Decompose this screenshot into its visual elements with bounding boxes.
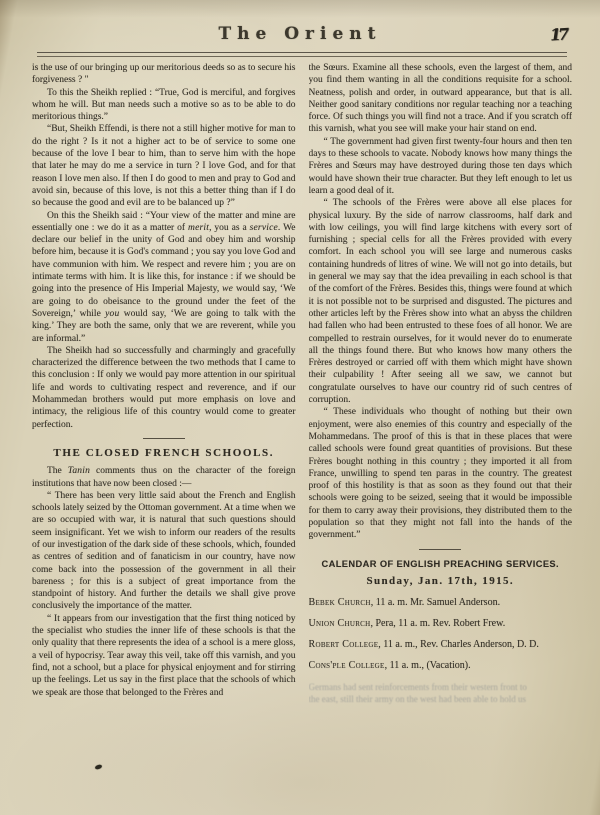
page-number: 17 [549, 24, 567, 45]
service-details: , 11 a. m., (Vacation). [384, 660, 471, 672]
paragraph: “But, Sheikh Effendi, is there not a still higher motive for man to do the right ? Is it not a higher act to be of service to some one because of the love I bear to him, than to serve him with the hope that later he may do me a service in turn ? I love God, and for that reason I love men also. If then I do good to men and pray to God and avoid sin, because of this love, is not this a better thing than if I do so because the good and evil are to be balanced up ?” [32, 124, 296, 209]
right-column [309, 62, 573, 815]
paragraph: the Sœurs. Examine all these schools, even the largest of them, and you find them wanting in all the conditions requisite for a school. Neatness, polish and order, in outward appearance, but that is all. Neither good sanitary conditions nor regular teaching nor a teaching force. Of such things you will find not a trace. And if you scratch off this varnish, what you see will make your hair stand on end. [308, 63, 572, 135]
paragraph: “ These individuals who thought of nothing but their own enjoyment, were also enemies of this country and especially of the Mohammedans. The proof of this is that in these places that were called schools were found great quantities of provisions. But these Frères bought nothing in this country ; they imported it all from France, unwilling to spend ten paras in the country. The greatest proof of this hostility is that as soon as they found out that their schools were going to be seized, seeing that it would be impossible for them to carry away their provisions, they distributed them to the population so that they might not fall into the hands of the government.” [308, 407, 572, 541]
paragraph: “ It appears from our investigation that the first thing noticed by the specialist who studies the inner life of these schools is that the only quality that there represents the idea of a school is a mere gloss, a veil of hypocrisy. Tear away this veil, take off this varnish, and you find, not a school, but a place for physical enjoyment and for stirring up the feelings. Let us say in the first place that the schools of which we speak are those that belonged to the Frères and [32, 613, 296, 698]
service-venue: Cons'ple College [308, 660, 385, 672]
service-venue: Union Church [308, 618, 371, 630]
paragraph: To this the Sheikh replied : “True, God is merciful, and forgives whom he will. But man needs such a motive so as to be able to do meritorious things.” [32, 87, 296, 123]
service-details: , 11 a. m., Rev. Charles Anderson, D. D. [378, 639, 539, 651]
paragraph: On this the Sheikh said : “Your view of the matter and mine are essentially one : we do it as a matter of merit, you as a service. We declare our belief in the unity of God and obey him and worship before him, because it is God's command ; you say you love God and have communion with him. We respect and revere him ; you are on intimate terms with him. It is like this, for instance : if we should be going into the presence of His Imperial Majesty, we would say, ‘We are going to do obeisance to the ground under the feet of the Sovereign,’ while you would say, ‘We are going to talk with the king.’ They are both the same, only that we are reverent, while you are informal.” [32, 210, 296, 344]
section-divider [419, 549, 461, 550]
paragraph: The Tanin comments thus on the character of the foreign institutions that have now been closed :— [32, 466, 296, 489]
service-venue: Bebek Church [308, 597, 371, 609]
paragraph: The Sheikh had so successfully and charmingly and gracefully characterized the difference between the two methods that I came to this conclusion : If only we would pay more attention in our spiritual life and words to cultivating respect and reverence, and if our Mohammedan brothers would put more emphasis on love and intimacy, the religious life of this country would come to greater perfection. [32, 345, 296, 430]
bleedthrough-text: Germans had sent reinforcements from their western front to the east, still their army on the west had been able to hold us [308, 682, 527, 705]
service-details: , 11 a. m. Mr. Samuel Anderson. [370, 597, 501, 609]
calendar-heading: CALENDAR OF ENGLISH PREACHING SERVICES. [321, 558, 560, 569]
paragraph: is the use of our bringing up our meritorious deeds so as to secure his forgiveness ? " [32, 63, 296, 86]
paragraph: “ There has been very little said about the French and English schools lately seized by the Ottoman government. At a time when we are so occupied with war, it is natural that such questions should seem insignificant. Yet we wish to inform our readers of the results of our investigation of the dark side of these schools, which, founded as centres of sedition and of fanaticism in our country, have now come back into the possession of the government in all their bareness ; for this is a subject of great importance from the standpoint of history. And further the details we shall give prove conclusively the importance of the matter. [32, 490, 296, 612]
masthead-double-rule [37, 52, 567, 57]
paragraph: “ The government had given first twenty-four hours and then ten days to these schools to vacate. Nobody knows how many things the Frères and Sœurs may have destroyed during those ten days which would have shown their true character. But they left enough to let us learn a good deal of it. [308, 136, 572, 196]
left-column [32, 62, 296, 815]
calendar-service-row [309, 639, 573, 651]
service-details: , Pera, 11 a. m. Rev. Robert Frew. [370, 618, 506, 630]
calendar-service-row [309, 660, 573, 672]
calendar-service-row [309, 618, 573, 630]
service-venue: Robert College [308, 639, 379, 651]
two-column-body [32, 62, 572, 815]
article-heading: THE CLOSED FRENCH SCHOOLS. [53, 446, 275, 459]
calendar-date-line: Sunday, Jan. 17th, 1915. [366, 574, 515, 587]
calendar-service-row [309, 597, 573, 609]
masthead-title: The Orient [218, 24, 382, 44]
section-divider [143, 438, 185, 439]
paragraph: “ The schools of the Frères were above all else places for physical luxury. By the side of narrow classrooms, half dark and with low ceilings, you will find large kitchens with every sort of furnishing ; special cells for all the Frères provided with every comfort. In each school you will see large and numerous casks containing hundreds of litres of wine. We will not go into details, but in general we may say that the idea prevailing in each school is that of the comfort of the Frères. Besides this, things were found at which it is not possible not to be surprised and disgusted. The pictures and other articles left by the Frères show into what an abyss the children had fallen who had been entrusted to these foes of all honor. We are compelled to restrain ourselves, for it would never do to enumerate all the things found there. But who knows how many others the Frères destroyed or carried off with them which might have shown their culpability ! After seeing all we saw, we cannot but congratulate ourselves to have our country rid of such centres of corruption. [308, 198, 572, 406]
